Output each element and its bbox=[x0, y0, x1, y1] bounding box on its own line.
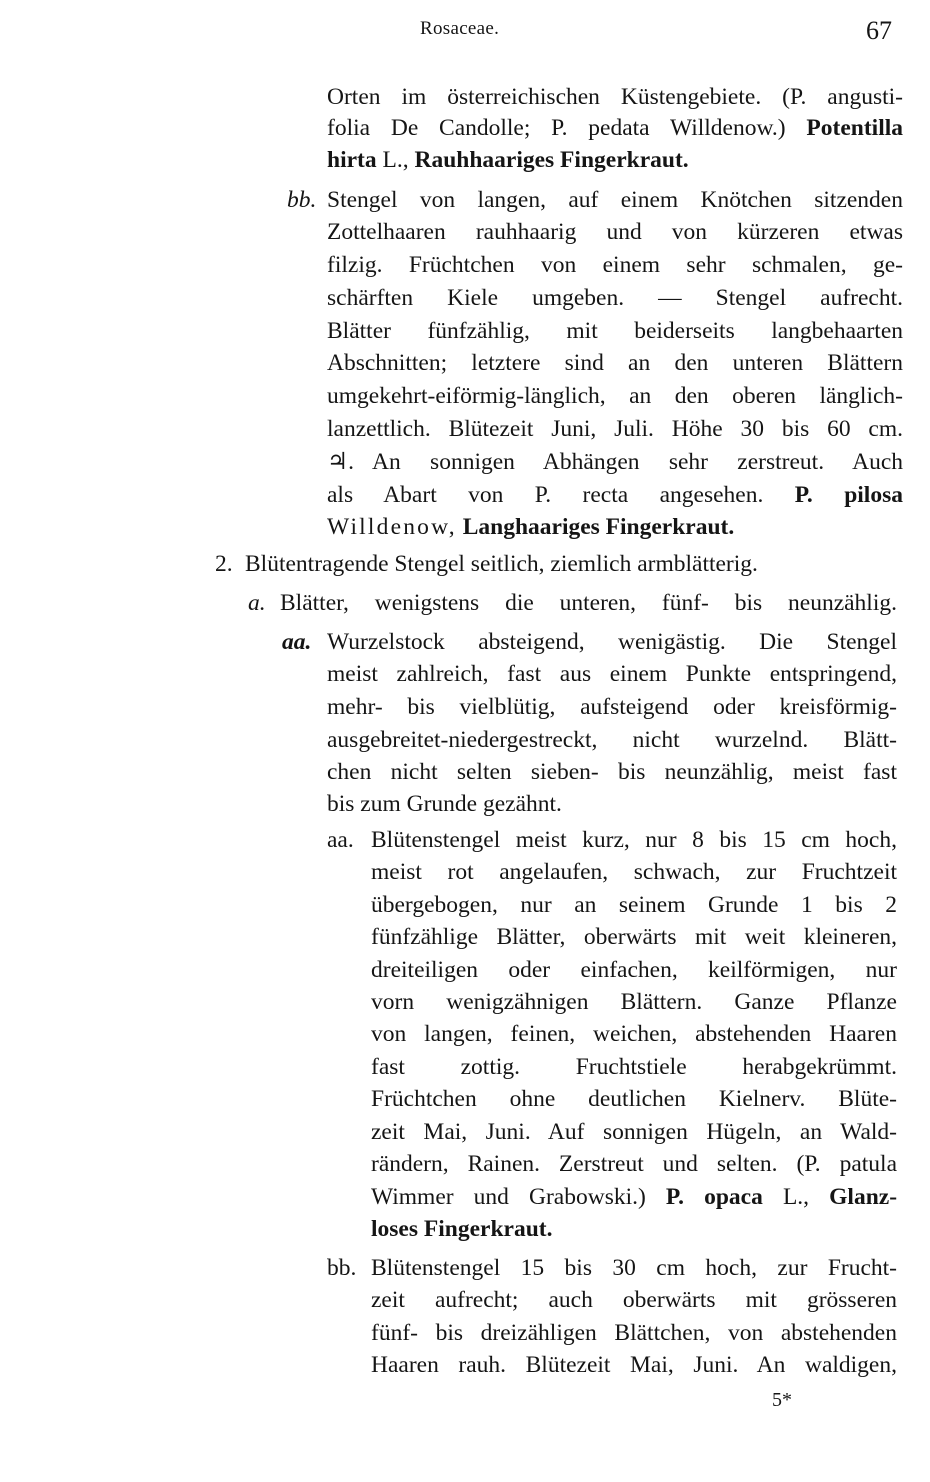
common-name: loses Fingerkraut. bbox=[371, 1216, 553, 1242]
author-name: Willdenow, bbox=[327, 514, 457, 540]
text-line: dreiteiligen oder einfachen, keilförmigen, nur bbox=[371, 957, 897, 983]
text-line: übergebogen, nur an seinem Grunde 1 bis 2 bbox=[371, 892, 897, 918]
text-line: hirta L., Rauhhaariges Fingerkraut. bbox=[327, 147, 689, 173]
common-name: Langhaariges Fingerkraut. bbox=[462, 514, 735, 540]
text-line: Abschnitten; letztere sind an den unteren Blättern bbox=[327, 350, 903, 376]
text-line: chen nicht selten sieben- bis neunzählig, meist fast bbox=[327, 759, 897, 785]
common-name: Rauhhaariges Fingerkraut. bbox=[414, 147, 689, 173]
common-name: Glanz- bbox=[829, 1184, 898, 1210]
text-line: Zottelhaaren rauhhaarig und von kürzeren etwas bbox=[327, 219, 903, 245]
text-line: filzig. Früchtchen von einem sehr schmalen, ge- bbox=[327, 252, 903, 278]
text-line: Blütentragende Stengel seitlich, ziemlich armblätterig. bbox=[245, 551, 758, 577]
page-number: 67 bbox=[866, 16, 892, 45]
text-line bbox=[327, 512, 734, 542]
text-line: Blütenstengel meist kurz, nur 8 bis 15 cm hoch, bbox=[371, 827, 897, 853]
text-line: vorn wenigzähnigen Blättern. Ganze Pflanze bbox=[371, 989, 897, 1015]
text-line: meist rot angelaufen, schwach, zur Fruchtzeit bbox=[371, 859, 897, 885]
text-line: mehr- bis vielblütig, aufsteigend oder kreisförmig- bbox=[327, 694, 897, 720]
printer-signature: 5* bbox=[772, 1389, 792, 1411]
text-line: bis zum Grunde gezähnt. bbox=[327, 791, 562, 817]
text-line: Orten im österreichischen Küstengebiete. (P. angusti- bbox=[327, 84, 903, 110]
section-marker: aa. bbox=[327, 827, 354, 853]
text-line: rändern, Rainen. Zerstreut und selten. (P. patula bbox=[371, 1151, 897, 1177]
text-line: Wurzelstock absteigend, wenigästig. Die Stengel bbox=[327, 629, 897, 655]
text-line: Haaren rauh. Blütezeit Mai, Juni. An waldigen, bbox=[371, 1352, 897, 1378]
text-line: fast zottig. Fruchtstiele herabgekrümmt. bbox=[371, 1054, 897, 1080]
section-marker: aa. bbox=[282, 629, 312, 655]
section-marker: 2. bbox=[215, 551, 233, 577]
text-line: fünfzählige Blätter, oberwärts mit weit kleineren, bbox=[371, 924, 897, 950]
text-line: als Abart von P. recta angesehen. P. pilosa bbox=[327, 482, 903, 508]
text-line: Blütenstengel 15 bis 30 cm hoch, zur Frucht- bbox=[371, 1255, 897, 1281]
text-line: folia De Candolle; P. pedata Willdenow.) Potentilla bbox=[327, 115, 903, 141]
text-line: umgekehrt-eiförmig-länglich, an den oberen länglich- bbox=[327, 383, 903, 409]
text-line: ausgebreitet-niedergestreckt, nicht wurzelnd. Blätt- bbox=[327, 727, 897, 753]
text-line: Früchtchen ohne deutlichen Kielnerv. Blüte- bbox=[371, 1086, 897, 1112]
text-line: Wimmer und Grabowski.) P. opaca L., Glanz- bbox=[371, 1184, 898, 1210]
text-line: lanzettlich. Blütezeit Juni, Juli. Höhe 30 bis 60 cm. bbox=[327, 416, 903, 442]
species-name: P. opaca bbox=[665, 1184, 763, 1210]
species-name: P. pilosa bbox=[794, 482, 903, 508]
page-header bbox=[0, 16, 930, 52]
text-line: zeit aufrecht; auch oberwärts mit grösseren bbox=[371, 1287, 897, 1313]
text-line: An sonnigen Abhängen sehr zerstreut. Auch bbox=[372, 449, 903, 475]
text-line: von langen, feinen, weichen, abstehenden Haaren bbox=[371, 1021, 897, 1047]
perennial-symbol: ♃. bbox=[327, 449, 354, 475]
species-name: Potentilla bbox=[806, 115, 903, 141]
text-line: Blätter, wenigstens die unteren, fünf- bis neunzählig. bbox=[280, 590, 897, 616]
section-marker: bb. bbox=[287, 187, 317, 213]
section-marker: a. bbox=[248, 590, 266, 616]
text-line: Blätter fünfzählig, mit beiderseits langbehaarten bbox=[327, 318, 903, 344]
text-line: Stengel von langen, auf einem Knötchen sitzenden bbox=[327, 187, 903, 213]
text-line: meist zahlreich, fast aus einem Punkte entspringend, bbox=[327, 661, 897, 687]
section-marker: bb. bbox=[327, 1255, 357, 1281]
text-line: schärften Kiele umgeben. — Stengel aufrecht. bbox=[327, 285, 903, 311]
text-line: fünf- bis dreizähligen Blättchen, von abstehenden bbox=[371, 1320, 897, 1346]
running-title: Rosaceae. bbox=[420, 18, 500, 39]
text-line: zeit Mai, Juni. Auf sonnigen Hügeln, an Wald- bbox=[371, 1119, 897, 1145]
